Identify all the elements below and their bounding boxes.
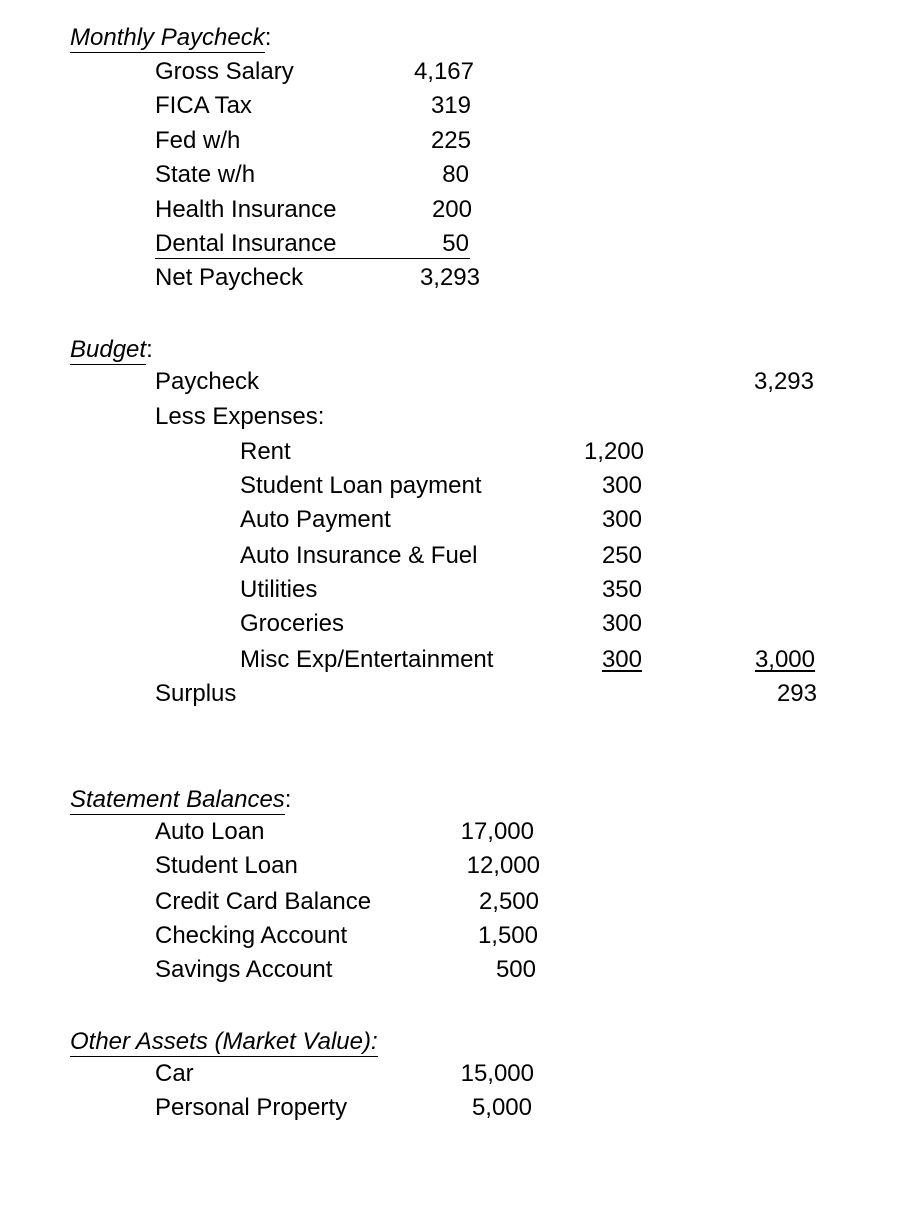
expense-value-utilities: 350 — [601, 576, 642, 603]
asset-value-car: 15,000 — [460, 1060, 534, 1087]
paycheck-value-gross: 4,167 — [413, 58, 474, 85]
expense-label-auto-insurance: Auto Insurance & Fuel — [240, 542, 478, 569]
budget-total-expenses: 3,000 — [754, 646, 815, 673]
expense-label-student-loan: Student Loan payment — [240, 472, 482, 499]
assets-heading-wrap — [70, 1028, 378, 1056]
assets-heading: Other Assets (Market Value): — [70, 1028, 378, 1055]
asset-label-car: Car — [155, 1060, 194, 1087]
statements-heading-wrap — [70, 786, 291, 814]
expense-value-misc-wrap — [560, 646, 642, 674]
paycheck-value-dental: 50 — [442, 230, 469, 257]
statement-label-auto-loan: Auto Loan — [155, 818, 265, 845]
paycheck-label-fed: Fed w/h — [155, 127, 241, 154]
expense-label-rent: Rent — [240, 438, 291, 465]
budget-paycheck-label: Paycheck — [155, 368, 260, 395]
budget-surplus-label: Surplus — [155, 680, 237, 707]
expense-value-student-loan: 300 — [601, 472, 642, 499]
paycheck-value-health: 200 — [431, 196, 472, 223]
paycheck-heading-wrap — [70, 24, 271, 52]
statement-value-credit-card: 2,500 — [478, 888, 539, 915]
paycheck-value-fed: 225 — [430, 127, 471, 154]
budget-total-expenses-wrap — [720, 646, 815, 674]
paycheck-label-gross: Gross Salary — [155, 58, 294, 85]
asset-label-personal-property: Personal Property — [155, 1094, 348, 1121]
expense-value-auto-insurance: 250 — [601, 542, 642, 569]
statement-label-savings: Savings Account — [155, 956, 333, 983]
paycheck-label-fica: FICA Tax — [155, 92, 252, 119]
statement-value-checking: 1,500 — [477, 922, 538, 949]
expense-value-groceries: 300 — [601, 610, 642, 637]
expense-value-rent: 1,200 — [583, 438, 644, 465]
budget-heading-wrap — [70, 336, 153, 364]
paycheck-label-state: State w/h — [155, 161, 256, 188]
statements-heading-colon: : — [284, 786, 292, 813]
statement-label-student-loan: Student Loan — [155, 852, 298, 879]
expense-value-misc: 300 — [601, 646, 642, 673]
expense-label-utilities: Utilities — [240, 576, 318, 603]
expense-label-auto-payment: Auto Payment — [240, 506, 391, 533]
paycheck-subtotal-rule — [155, 258, 470, 259]
budget-less-label: Less Expenses: — [155, 403, 325, 430]
statement-value-student-loan: 12,000 — [466, 852, 540, 879]
statements-heading: Statement Balances — [70, 786, 285, 813]
paycheck-label-net: Net Paycheck — [155, 264, 304, 291]
budget-surplus-value: 293 — [776, 680, 817, 707]
expense-value-auto-payment: 300 — [601, 506, 642, 533]
asset-value-personal-property: 5,000 — [471, 1094, 532, 1121]
expense-label-groceries: Groceries — [240, 610, 345, 637]
paycheck-value-fica: 319 — [430, 92, 471, 119]
budget-paycheck-value: 3,293 — [753, 368, 814, 395]
paycheck-label-health: Health Insurance — [155, 196, 337, 223]
statement-value-auto-loan: 17,000 — [460, 818, 534, 845]
paycheck-heading: Monthly Paycheck — [70, 24, 265, 51]
statement-value-savings: 500 — [495, 956, 536, 983]
paycheck-value-net: 3,293 — [419, 264, 480, 291]
statement-label-checking: Checking Account — [155, 922, 348, 949]
paycheck-heading-colon: : — [264, 24, 272, 51]
statement-label-credit-card: Credit Card Balance — [155, 888, 372, 915]
budget-heading: Budget — [70, 336, 147, 363]
budget-heading-colon: : — [146, 336, 153, 363]
paycheck-label-dental: Dental Insurance — [155, 230, 337, 257]
paycheck-value-state: 80 — [442, 161, 469, 188]
expense-label-misc: Misc Exp/Entertainment — [240, 646, 494, 673]
